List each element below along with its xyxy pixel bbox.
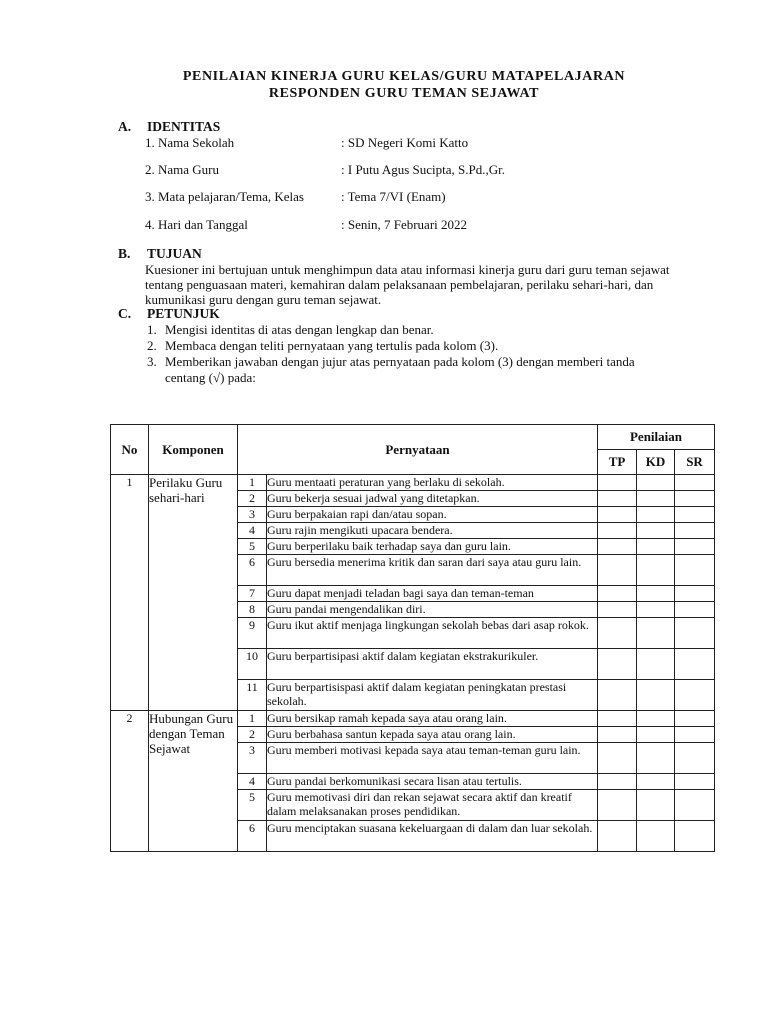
petunjuk-number: 1.	[147, 322, 157, 337]
section-letter: A.	[118, 119, 132, 134]
section-name: TUJUAN	[147, 246, 202, 261]
statement-number: 7	[238, 586, 267, 602]
sr-checkbox[interactable]	[675, 821, 715, 852]
statement-text: Guru menciptakan suasana kekeluargaan di dalam dan luar sekolah.	[267, 821, 598, 852]
statement-number: 1	[238, 475, 267, 491]
identitas-value-guru: : I Putu Agus Sucipta, S.Pd.,Gr.	[341, 162, 505, 177]
sr-checkbox[interactable]	[675, 523, 715, 539]
statement-number: 4	[238, 523, 267, 539]
statement-number: 5	[238, 539, 267, 555]
header-no: No	[111, 425, 149, 475]
document-title: PENILAIAN KINERJA GURU KELAS/GURU MATAPELAJARAN	[182, 69, 626, 84]
tp-checkbox[interactable]	[598, 743, 637, 774]
statement-number: 4	[238, 774, 267, 790]
statement-text: Guru bersedia menerima kritik dan saran dari saya atau guru lain.	[267, 555, 598, 586]
section-letter: C.	[118, 306, 132, 321]
tp-checkbox[interactable]	[598, 555, 637, 586]
sr-checkbox[interactable]	[675, 539, 715, 555]
section-name: IDENTITAS	[147, 119, 221, 134]
sr-checkbox[interactable]	[675, 602, 715, 618]
statement-number: 8	[238, 602, 267, 618]
identitas-label-mapel: 3. Mata pelajaran/Tema, Kelas	[145, 189, 304, 204]
tp-checkbox[interactable]	[598, 821, 637, 852]
section-name: PETUNJUK	[147, 306, 220, 321]
statement-number: 5	[238, 790, 267, 821]
kd-checkbox[interactable]	[637, 491, 675, 507]
statement-text: Guru bekerja sesuai jadwal yang ditetapkan.	[267, 491, 598, 507]
kd-checkbox[interactable]	[637, 711, 675, 727]
header-komponen: Komponen	[149, 425, 238, 475]
tp-checkbox[interactable]	[598, 711, 637, 727]
statement-text: Guru mentaati peraturan yang berlaku di sekolah.	[267, 475, 598, 491]
statement-number: 2	[238, 727, 267, 743]
statement-number: 6	[238, 555, 267, 586]
statement-text: Guru berpartisipasi aktif dalam kegiatan ekstrakurikuler.	[267, 649, 598, 680]
statement-text: Guru bersikap ramah kepada saya atau orang lain.	[267, 711, 598, 727]
group-komponen: Hubungan Guru dengan Teman Sejawat	[149, 711, 238, 852]
kd-checkbox[interactable]	[637, 649, 675, 680]
statement-number: 9	[238, 618, 267, 649]
kd-checkbox[interactable]	[637, 586, 675, 602]
header-tp: TP	[598, 450, 637, 475]
sr-checkbox[interactable]	[675, 618, 715, 649]
statement-number: 3	[238, 743, 267, 774]
group-komponen: Perilaku Guru sehari-hari	[149, 475, 238, 711]
statement-number: 1	[238, 711, 267, 727]
petunjuk-item: Mengisi identitas di atas dengan lengkap dan benar.	[165, 322, 434, 337]
statement-number: 2	[238, 491, 267, 507]
tp-checkbox[interactable]	[598, 523, 637, 539]
statement-number: 6	[238, 821, 267, 852]
header-penilaian: Penilaian	[598, 425, 715, 450]
statement-number: 10	[238, 649, 267, 680]
petunjuk-number: 3.	[147, 354, 157, 369]
sr-checkbox[interactable]	[675, 586, 715, 602]
statement-text: Guru ikut aktif menjaga lingkungan sekolah bebas dari asap rokok.	[267, 618, 598, 649]
petunjuk-item: Memberikan jawaban dengan jujur atas pernyataan pada kolom (3) dengan memberi tanda centang (√) pada:	[165, 354, 635, 385]
kd-checkbox[interactable]	[637, 507, 675, 523]
sr-checkbox[interactable]	[675, 774, 715, 790]
kd-checkbox[interactable]	[637, 774, 675, 790]
kd-checkbox[interactable]	[637, 727, 675, 743]
statement-text: Guru memberi motivasi kepada saya atau teman-teman guru lain.	[267, 743, 598, 774]
sr-checkbox[interactable]	[675, 475, 715, 491]
kd-checkbox[interactable]	[637, 821, 675, 852]
statement-text: Guru berperilaku baik terhadap saya dan guru lain.	[267, 539, 598, 555]
header-sr: SR	[675, 450, 715, 475]
kd-checkbox[interactable]	[637, 539, 675, 555]
statement-text: Guru berpakaian rapi dan/atau sopan.	[267, 507, 598, 523]
tp-checkbox[interactable]	[598, 774, 637, 790]
tp-checkbox[interactable]	[598, 790, 637, 821]
identitas-label-guru: 2. Nama Guru	[145, 162, 220, 177]
statement-text: Guru rajin mengikuti upacara bendera.	[267, 523, 598, 539]
table-header-row	[111, 425, 715, 450]
kd-checkbox[interactable]	[637, 555, 675, 586]
statement-number: 3	[238, 507, 267, 523]
identitas-value-mapel: : Tema 7/VI (Enam)	[341, 189, 446, 204]
petunjuk-item: Membaca dengan teliti pernyataan yang tertulis pada kolom (3).	[165, 338, 499, 353]
sr-checkbox[interactable]	[675, 727, 715, 743]
sr-checkbox[interactable]	[675, 507, 715, 523]
petunjuk-number: 2.	[147, 338, 157, 353]
tp-checkbox[interactable]	[598, 475, 637, 491]
kd-checkbox[interactable]	[637, 743, 675, 774]
kd-checkbox[interactable]	[637, 618, 675, 649]
header-pernyataan: Pernyataan	[238, 425, 598, 475]
sr-checkbox[interactable]	[675, 555, 715, 586]
statement-text: Guru memotivasi diri dan rekan sejawat secara aktif dan kreatif dalam melaksanakan proses pendidikan.	[267, 790, 598, 821]
tp-checkbox[interactable]	[598, 507, 637, 523]
statement-number: 11	[238, 680, 267, 711]
kd-checkbox[interactable]	[637, 680, 675, 711]
statement-text: Guru pandai berkomunikasi secara lisan atau tertulis.	[267, 774, 598, 790]
kd-checkbox[interactable]	[637, 475, 675, 491]
sr-checkbox[interactable]	[675, 743, 715, 774]
sr-checkbox[interactable]	[675, 790, 715, 821]
group-number: 2	[111, 711, 149, 852]
table-row	[111, 475, 715, 491]
document-subtitle: RESPONDEN GURU TEMAN SEJAWAT	[268, 86, 540, 101]
tp-checkbox[interactable]	[598, 491, 637, 507]
tp-checkbox[interactable]	[598, 586, 637, 602]
sr-checkbox[interactable]	[675, 711, 715, 727]
statement-text: Guru pandai mengendalikan diri.	[267, 602, 598, 618]
identitas-label-tanggal: 4. Hari dan Tanggal	[145, 217, 248, 232]
sr-checkbox[interactable]	[675, 491, 715, 507]
tp-checkbox[interactable]	[598, 602, 637, 618]
tp-checkbox[interactable]	[598, 680, 637, 711]
table-row	[111, 711, 715, 727]
tp-checkbox[interactable]	[598, 618, 637, 649]
section-letter: B.	[118, 246, 131, 261]
tujuan-paragraph: Kuesioner ini bertujuan untuk menghimpun data atau informasi kinerja guru dari guru teman sejawat tentang penguasaan materi, kemahiran dalam pelaksanaan pembelajaran, perilaku sehari-hari, dan kumunikasi guru dengan guru teman sejawat.	[145, 262, 670, 307]
kd-checkbox[interactable]	[637, 523, 675, 539]
tp-checkbox[interactable]	[598, 727, 637, 743]
tp-checkbox[interactable]	[598, 649, 637, 680]
sr-checkbox[interactable]	[675, 649, 715, 680]
sr-checkbox[interactable]	[675, 680, 715, 711]
group-number: 1	[111, 475, 149, 711]
assessment-table	[110, 424, 715, 852]
statement-text: Guru berbahasa santun kepada saya atau orang lain.	[267, 727, 598, 743]
identitas-value-tanggal: : Senin, 7 Februari 2022	[341, 217, 468, 232]
kd-checkbox[interactable]	[637, 602, 675, 618]
statement-text: Guru dapat menjadi teladan bagi saya dan teman-teman	[267, 586, 598, 602]
identitas-value-sekolah: : SD Negeri Komi Katto	[341, 135, 469, 150]
identitas-label-sekolah: 1. Nama Sekolah	[145, 135, 235, 150]
statement-text: Guru berpartisispasi aktif dalam kegiatan peningkatan prestasi sekolah.	[267, 680, 598, 711]
tp-checkbox[interactable]	[598, 539, 637, 555]
header-kd: KD	[637, 450, 675, 475]
kd-checkbox[interactable]	[637, 790, 675, 821]
